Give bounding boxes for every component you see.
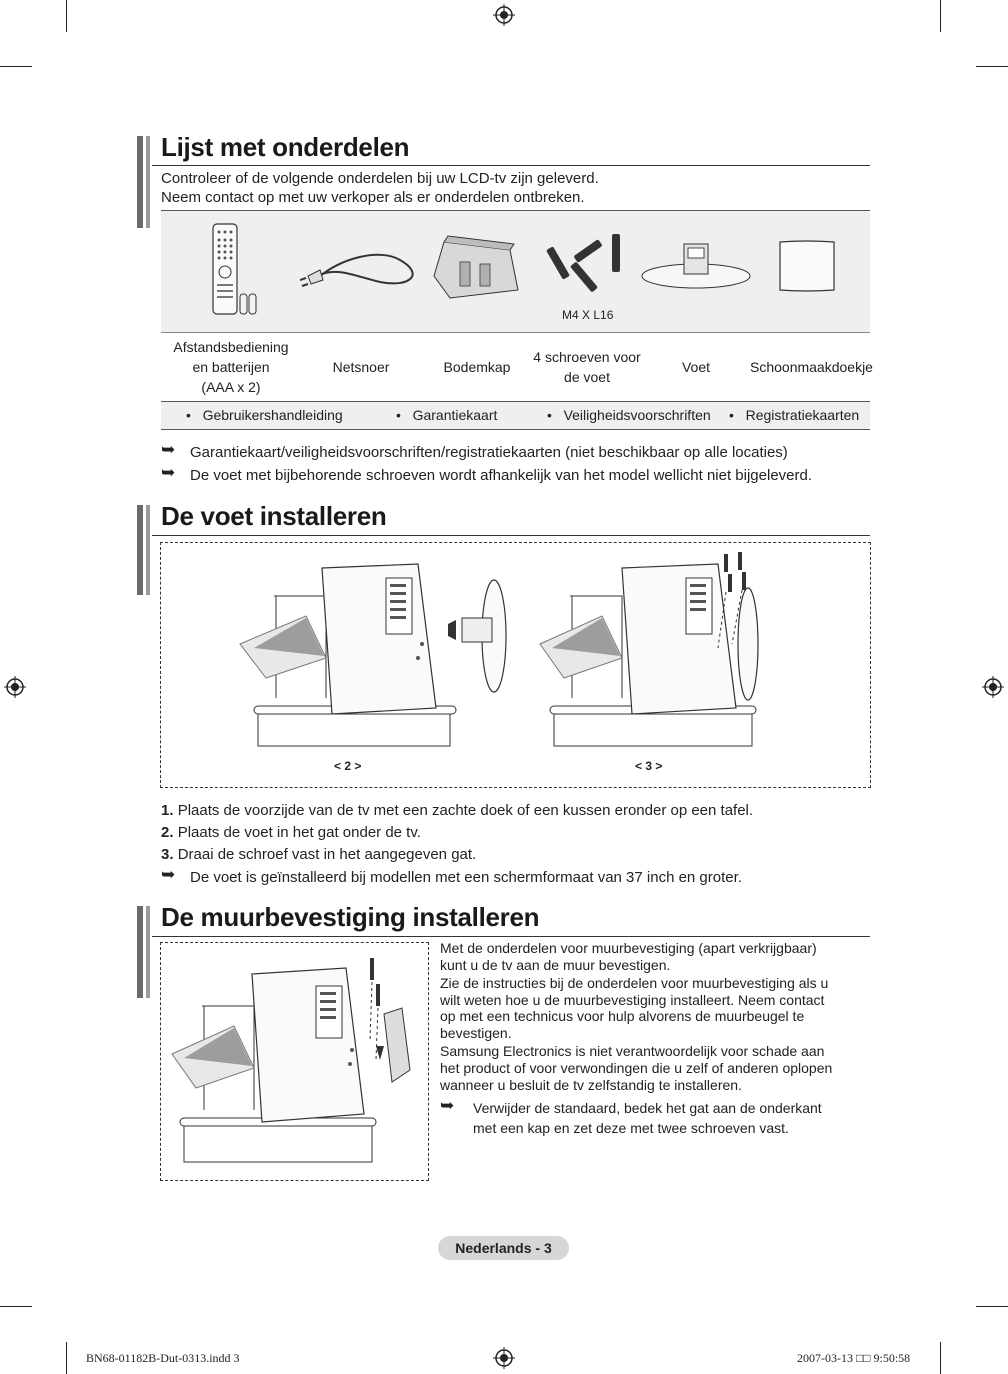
step-number: 1.	[161, 802, 174, 819]
power-cord-icon	[300, 238, 430, 298]
section-rule	[152, 936, 870, 937]
registration-mark-icon	[493, 4, 515, 26]
paragraph-line: op met een technicus voor hulp alvorens de muurbeugel te	[440, 1008, 805, 1024]
section-title: Lijst met onderdelen	[161, 132, 410, 162]
document-item: • Gebruikershandleiding	[186, 407, 343, 423]
step-item	[161, 846, 476, 863]
figure-caption: < 3 >	[635, 759, 663, 773]
note-text: De voet met bijbehorende schroeven wordt afhankelijk van het model wellicht niet bijgeleverd.	[190, 467, 813, 484]
page-number-badge: Nederlands - 3	[438, 1236, 569, 1260]
divider	[161, 429, 870, 430]
paragraph-line: kunt u de tv aan de muur bevestigen.	[440, 957, 671, 973]
section-bar	[146, 505, 150, 595]
step-item	[161, 802, 753, 819]
screw-size-label: M4 X L16	[562, 308, 614, 322]
step-text: Draai de schroef vast in het aangegeven gat.	[177, 846, 477, 863]
cleaning-cloth-icon	[776, 238, 838, 294]
intro-line: Neem contact op met uw verkoper als er onderdelen ontbreken.	[161, 189, 585, 206]
figure-caption: < 2 >	[334, 759, 362, 773]
section-rule	[152, 165, 870, 166]
section-bar	[137, 136, 143, 228]
bottom-cover-icon	[430, 232, 522, 304]
part-label-stand: Voet	[681, 359, 711, 375]
part-label-screws: 4 schroeven voor de voet	[533, 349, 641, 385]
part-label-remote: Afstandsbediening en batterijen (AAA x 2)	[173, 339, 289, 395]
note-text: Verwijder de standaard, bedek het gat aan de onderkant	[473, 1100, 822, 1116]
step-item	[161, 824, 421, 841]
part-label-bottom-cover: Bodemkap	[443, 359, 511, 375]
note-text: Garantiekaart/veiligheidsvoorschriften/registratiekaarten (niet beschikbaar op alle locaties)	[190, 444, 788, 461]
note-text: met een kap en zet deze met twee schroeven vast.	[473, 1120, 789, 1136]
document-label: Garantiekaart	[412, 407, 498, 423]
part-label-power-cord: Netsnoer	[332, 359, 390, 375]
wall-mount-illustration	[170, 950, 420, 1174]
paragraph-line: Samsung Electronics is niet verantwoordelijk voor schade aan	[440, 1043, 825, 1059]
section-bar	[146, 136, 150, 228]
paragraph-line: Met de onderdelen voor muurbevestiging (apart verkrijgbaar)	[440, 940, 817, 956]
arrow-note-icon: ➥	[161, 440, 176, 459]
screws-icon	[546, 232, 632, 298]
section-bar	[137, 906, 143, 998]
document-label: Gebruikershandleiding	[202, 407, 343, 423]
registration-mark-icon	[4, 676, 26, 698]
section-title: De muurbevestiging installeren	[161, 902, 540, 932]
paragraph-line: Zie de instructies bij de onderdelen voor muurbevestiging als u	[440, 975, 829, 991]
step-text: Plaats de voet in het gat onder de tv.	[177, 824, 421, 841]
section-title: De voet installeren	[161, 501, 387, 531]
arrow-note-icon: ➥	[440, 1096, 455, 1115]
section-bar	[146, 906, 150, 998]
registration-mark-icon	[493, 1347, 515, 1369]
document-item: • Veiligheidsvoorschriften	[547, 407, 711, 423]
step-number: 2.	[161, 824, 174, 841]
section-bar	[137, 505, 143, 595]
file-slug: BN68-01182B-Dut-0313.indd 3	[86, 1351, 240, 1365]
divider	[161, 332, 870, 333]
intro-line: Controleer of de volgende onderdelen bij uw LCD-tv zijn geleverd.	[161, 170, 599, 187]
arrow-note-icon: ➥	[161, 463, 176, 482]
part-label-cloth: Schoonmaakdoekje	[750, 359, 873, 375]
stand-install-illustration-2	[236, 548, 532, 754]
arrow-note-icon: ➥	[161, 865, 176, 884]
paragraph-line: bevestigen.	[440, 1025, 512, 1041]
paragraph-line: wilt weten hoe u de muurbevestiging installeert. Neem contact	[440, 992, 825, 1008]
note-text: De voet is geïnstalleerd bij modellen met een schermformaat van 37 inch en groter.	[190, 869, 742, 886]
document-label: Veiligheidsvoorschriften	[563, 407, 711, 423]
paragraph-line: wanneer u besluit de tv zelfstandig te installeren.	[440, 1077, 742, 1093]
paragraph-line: het product of voor verwondingen die u zelf of anderen oplopen	[440, 1060, 833, 1076]
step-text: Plaats de voorzijde van de tv met een zachte doek of een kussen eronder op een tafel.	[177, 802, 754, 819]
document-label: Registratiekaarten	[745, 407, 860, 423]
remote-control-icon	[203, 222, 265, 318]
stand-install-illustration-3	[536, 548, 832, 754]
stand-icon	[640, 238, 752, 294]
document-item: • Garantiekaart	[396, 407, 498, 423]
registration-mark-icon	[982, 676, 1004, 698]
document-item: • Registratiekaarten	[729, 407, 860, 423]
step-number: 3.	[161, 846, 174, 863]
date-slug: 2007-03-13 □□ 9:50:58	[797, 1351, 911, 1365]
section-rule	[152, 535, 870, 536]
